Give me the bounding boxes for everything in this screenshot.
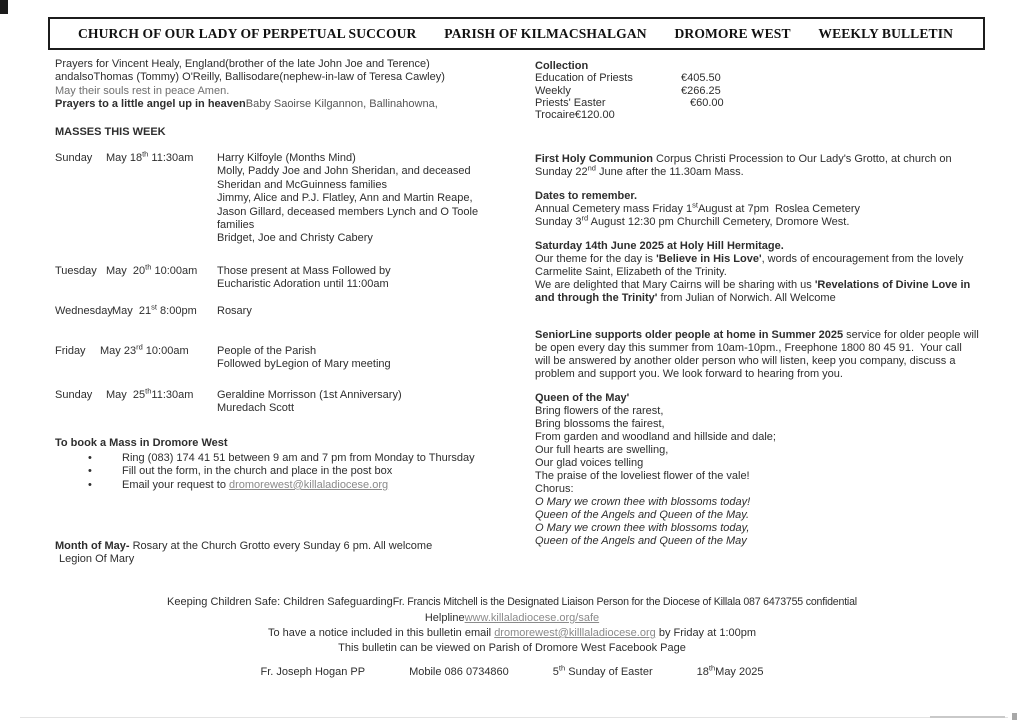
mass-time: 10:00am	[142, 345, 189, 357]
seniorline-block	[535, 329, 997, 381]
seniorline-line-4: problem and support you. We look forward to hearing from you.	[535, 368, 843, 380]
first-holy-communion-block	[535, 153, 995, 179]
collection-amount: €266.25	[681, 84, 721, 97]
intention-line: Muredach Scott	[217, 402, 295, 415]
header-bulletin-label: WEEKLY BULLETIN	[818, 25, 953, 41]
hymn-line: Bring blossoms the fairest,	[535, 418, 665, 430]
mass-intentions	[217, 389, 525, 416]
mass-date: May 21	[112, 305, 152, 317]
hermitage-block	[535, 240, 997, 305]
mass-date-ordinal: th	[145, 262, 152, 272]
list-item	[88, 479, 528, 492]
mass-date-ordinal: rd	[136, 342, 143, 352]
hermitage-l4-rest: from Julian of Norwich. All Welcome	[657, 292, 836, 304]
hermitage-heading: Saturday 14th June 2025 at Holy Hill Hermitage.	[535, 240, 784, 252]
liturgical-sunday	[552, 663, 653, 678]
date-rest: May 2025	[715, 666, 764, 678]
safeguarding-liaison: Fr. Francis Mitchell is the Designated Liaison Person for the Diocese of Killala 087 6473755 confidential	[392, 596, 857, 608]
mass-day: Sunday	[55, 152, 93, 164]
date-ordinal: th	[708, 663, 716, 673]
dates-l2-pre: Sunday 3	[535, 216, 582, 228]
mass-intentions	[217, 345, 525, 372]
prayer-angel-bold: Prayers to a little angel up in heaven	[55, 98, 246, 111]
hermitage-line-2: Carmelite Saint, Elizabeth of the Trinity.	[535, 266, 727, 278]
intention-line: families	[217, 219, 255, 232]
hermitage-line-1	[535, 253, 997, 266]
bullet-icon: •	[88, 478, 92, 491]
bullet-icon: •	[88, 465, 92, 478]
dates-l1-ordinal: st	[692, 200, 698, 210]
mass-intentions	[217, 152, 525, 246]
prayer-line-3: May their souls rest in peace Amen.	[55, 84, 230, 97]
mass-date-ordinal: th	[145, 386, 152, 396]
mass-time: 11:30am	[151, 389, 194, 401]
collection-label: Priests' Easter	[535, 96, 606, 109]
book-mass-bullets	[88, 452, 528, 492]
collection-amount: €405.50	[681, 72, 721, 85]
mass-date-ordinal: th	[142, 149, 149, 159]
sunday-ordinal: th	[558, 663, 566, 673]
fhc-line2-rest: June after the 11.30am Mass.	[595, 166, 744, 178]
priest-mobile: Mobile 086 0734860	[409, 666, 509, 678]
collection-label: Education of Priests	[535, 72, 633, 85]
dates-line-1	[535, 200, 995, 216]
month-of-may-bold: Month of May-	[55, 540, 130, 552]
notice-pre: To have a notice included in this bulletin email	[267, 627, 495, 639]
mass-day: Sunday	[55, 389, 93, 401]
collection-trocaire: Trocaire€120.00	[535, 109, 615, 122]
mass-datetime	[112, 302, 197, 318]
seniorline-heading: SeniorLine supports older people at home in Summer 2025	[535, 329, 844, 341]
mass-time: 11:30am	[148, 152, 194, 164]
hymn-chorus-line: O Mary we crown thee with blossoms today!	[535, 496, 751, 508]
helpline-label: Helpline	[424, 612, 465, 624]
hymn-chorus-line: Queen of the Angels and Queen of the May.	[535, 509, 750, 521]
bullet-text: Fill out the form, in the church and place in the post box	[122, 465, 393, 478]
prayer-line-2: andalsoThomas (Tommy) O'Reilly, Ballisodare(nephew-in-law of Teresa Cawley)	[55, 71, 445, 84]
intention-line: Rosary	[217, 305, 252, 317]
fhc-line-2	[535, 163, 995, 179]
hymn-line: The praise of the loveliest flower of the vale!	[535, 470, 750, 482]
seniorline-line-3: will be answered by another older person who will listen, keep you company, discuss a	[535, 355, 956, 367]
mass-datetime	[106, 386, 194, 402]
scan-edge-line-dark	[930, 716, 1005, 718]
fhc-ordinal: nd	[587, 163, 596, 173]
hermitage-l3-pre: We are delighted that Mary Cairns will be sharing with us	[535, 279, 815, 291]
mass-datetime	[106, 149, 194, 165]
collection-label: Weekly	[535, 84, 571, 97]
email-link[interactable]: dromorewest@killaladiocese.org	[229, 478, 389, 491]
hermitage-line-4	[535, 292, 997, 305]
seniorline-line-2: be open every day this summer from 10am-10pm., Freephone 1800 80 45 91. Your call	[535, 342, 962, 354]
mass-date: May 25	[106, 389, 146, 401]
facebook-line: This bulletin can be viewed on Parish of Dromore West Facebook Page	[338, 642, 686, 654]
mass-datetime	[100, 342, 189, 358]
fhc-line-1	[535, 153, 995, 166]
collection-amount: €60.00	[690, 96, 724, 109]
collection-block	[535, 60, 835, 121]
list-item	[88, 452, 528, 465]
dates-l1-rest: August at 7pm Roslea Cemetery	[697, 203, 860, 215]
intention-line: Jason Gillard, deceased members Lynch and O Toole	[217, 205, 479, 218]
month-of-may-rest: Rosary at the Church Grotto every Sunday 6 pm. All welcome	[129, 540, 433, 552]
priest-name: Fr. Joseph Hogan PP	[260, 666, 366, 678]
bulletin-date	[696, 663, 764, 678]
prayer-angel-rest: Baby Saoirse Kilgannon, Ballinahowna,	[245, 98, 438, 111]
mass-day: Wednesday	[55, 305, 113, 317]
hymn-chorus-line: Queen of the Angels and Queen of the May	[535, 535, 747, 547]
mass-date: May 18	[106, 152, 143, 164]
book-mass-heading: To book a Mass in Dromore West	[55, 437, 228, 449]
helpline-line	[0, 612, 1024, 624]
dates-l1-pre: Annual Cemetery mass Friday 1	[535, 203, 693, 215]
intention-line: Eucharistic Adoration until 11:00am	[217, 278, 389, 291]
hymn-line: Our full hearts are swelling,	[535, 444, 669, 456]
bullet-text	[122, 479, 388, 492]
hermitage-theme-bold: 'Believe in His Love'	[656, 253, 762, 265]
bulletin-header	[48, 17, 985, 50]
mass-date-ordinal: st	[151, 302, 157, 312]
seniorline-line-1	[535, 329, 997, 342]
helpline-link[interactable]: www.killaladiocese.org/safe	[464, 612, 600, 624]
hymn-line: Bring flowers of the rarest,	[535, 405, 664, 417]
intention-line: Jimmy, Alice and P.J. Flatley, Ann and Martin Reape,	[217, 192, 473, 205]
hymn-chorus-label: Chorus:	[535, 483, 574, 495]
header-parish-name: PARISH OF KILMACSHALGAN	[444, 25, 647, 41]
prayers-block	[55, 58, 525, 112]
signature-line	[0, 663, 1024, 678]
hymn-line: From garden and woodland and hillside and dale;	[535, 431, 776, 443]
mass-intentions	[217, 265, 525, 292]
collection-row	[535, 97, 835, 109]
mass-day: Tuesday	[55, 265, 97, 277]
intention-line: Those present at Mass Followed by	[217, 265, 391, 277]
mass-date: May 20	[106, 265, 146, 277]
dates-to-remember-block	[535, 190, 995, 229]
notice-post: by Friday at 1:00pm	[655, 627, 757, 639]
queen-heading: Queen of the May'	[535, 392, 630, 404]
dates-l2-ordinal: rd	[581, 213, 589, 223]
dates-line-2	[535, 213, 995, 229]
safeguarding-pre: Keeping Children Safe: Children Safeguarding	[167, 596, 393, 608]
bullet-icon: •	[88, 452, 92, 464]
collection-row	[535, 85, 835, 97]
hymn-chorus-line: O Mary we crown thee with blossoms today,	[535, 522, 750, 534]
queen-of-may-block	[535, 392, 995, 548]
collection-heading: Collection	[535, 60, 589, 72]
seniorline-l1-rest: service for older people will	[843, 329, 979, 341]
masses-heading: MASSES THIS WEEK	[55, 126, 166, 138]
hermitage-l3-bold: 'Revelations of Divine Love in	[814, 279, 971, 291]
header-location: DROMORE WEST	[674, 25, 791, 41]
hymn-line: Our glad voices telling	[535, 457, 644, 469]
prayer-line-1: Prayers for Vincent Healy, England(brother of the late John Joe and Terence)	[55, 58, 430, 70]
bullet-text: Ring (083) 174 41 51 between 9 am and 7 pm from Monday to Thursday	[122, 452, 475, 464]
header-church-name: CHURCH OF OUR LADY OF PERPETUAL SUCCOUR	[78, 25, 417, 41]
email-request-text: Email your request to	[122, 478, 229, 491]
month-of-may-line	[55, 540, 525, 553]
intention-line: People of the Parish	[217, 345, 317, 357]
scan-speck	[1012, 713, 1017, 720]
fhc-rest: Corpus Christi Procession to Our Lady's Grotto, at church on	[652, 153, 952, 165]
month-of-may-block	[55, 540, 525, 567]
dates-heading: Dates to remember.	[535, 190, 638, 202]
notice-email-link[interactable]: dromorewest@killlaladiocese.org	[494, 627, 656, 639]
prayer-line-4	[55, 98, 525, 111]
intention-line: Sheridan and McGuinness families	[217, 178, 387, 191]
intention-line: Molly, Paddy Joe and John Sheridan, and deceased	[217, 165, 471, 178]
list-item	[88, 465, 528, 478]
mass-datetime	[106, 262, 198, 278]
fhc-line2-pre: Sunday 22	[535, 166, 588, 178]
mass-date: May 23	[100, 345, 137, 357]
sunday-num: 5	[552, 666, 559, 678]
hermitage-l4-bold: and through the Trinity'	[535, 292, 658, 304]
fhc-heading: First Holy Communion	[535, 153, 653, 165]
mass-time: 10:00am	[151, 265, 198, 277]
mass-day: Friday	[55, 345, 86, 357]
hermitage-l1-rest: , words of encouragement from the lovely	[761, 253, 964, 265]
intention-line: Geraldine Morrisson (1st Anniversary)	[217, 389, 402, 401]
mass-intentions	[217, 305, 525, 318]
date-num: 18	[696, 666, 709, 678]
intention-line: Harry Kilfoyle (Months Mind)	[217, 152, 356, 164]
hermitage-line-3	[535, 279, 997, 292]
collection-row	[535, 72, 835, 84]
mass-time: 8:00pm	[156, 305, 197, 317]
intention-line: Followed byLegion of Mary meeting	[217, 358, 391, 371]
sunday-rest: Sunday of Easter	[565, 666, 653, 678]
legion-of-mary: Legion Of Mary	[59, 553, 135, 566]
dates-l2-rest: August 12:30 pm Churchill Cemetery, Dromore West.	[588, 216, 850, 228]
hermitage-l1-pre: Our theme for the day is	[535, 253, 657, 265]
scan-edge-line	[20, 717, 1008, 718]
scan-corner-artifact	[0, 0, 8, 14]
notice-line	[0, 627, 1024, 639]
safeguarding-line	[0, 596, 1024, 608]
intention-line: Bridget, Joe and Christy Cabery	[217, 232, 373, 245]
